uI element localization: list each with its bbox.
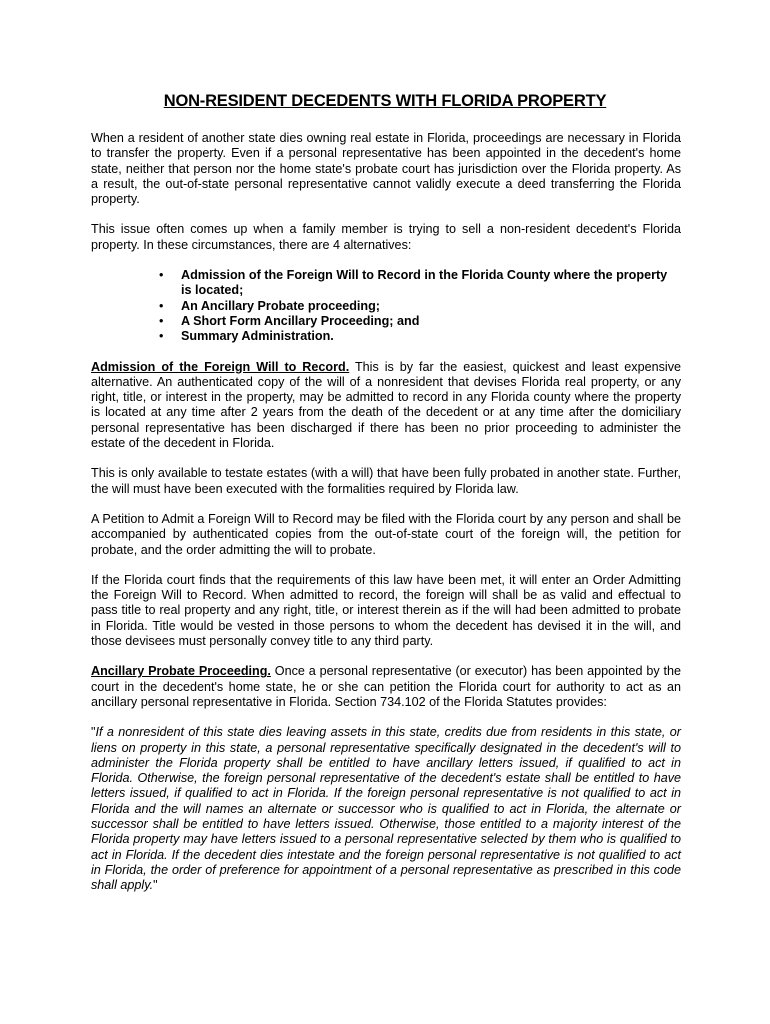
ancillary-text: Once a personal representative (or executor) has been appointed by the court in the decedent's home state, he or she can petition the Florida court for authority to act as an ancillary personal representative in Florida. Section 734.102 of the Florida Statutes provides: <box>91 664 681 709</box>
alternatives-list <box>91 268 681 344</box>
list-item <box>159 268 681 299</box>
alternative-text: A Short Form Ancillary Proceeding; and <box>181 313 420 328</box>
list-item <box>159 329 681 344</box>
petition-paragraph: A Petition to Admit a Foreign Will to Record may be filed with the Florida court by any person and shall be accompanied by authenticated copies from the out-of-state court of the foreign will, the petition for probate, and the order admitting the will to probate. <box>91 511 681 557</box>
bullet-icon: • <box>159 268 164 283</box>
ancillary-paragraph <box>91 664 681 710</box>
admission-text: This is by far the easiest, quickest and least expensive alternative. An authenticated copy of the will of a nonresident that devises Florida real property, or any right, title, or interest in the property, may be admitted to record in any Florida county where the property is located at any time after 2 years from the death of the decedent or at any time after the domiciliary personal representative has been discharged if there has been no prior proceeding to administer the estate of the decedent in Florida. <box>91 359 681 451</box>
list-item <box>159 298 681 314</box>
bullet-icon: • <box>159 329 164 344</box>
quote-open-mark: " <box>91 725 96 740</box>
statute-quote <box>91 725 681 893</box>
admission-paragraph <box>91 360 681 452</box>
alternative-text: An Ancillary Probate proceeding; <box>181 298 380 313</box>
admission-heading: Admission of the Foreign Will to Record. <box>91 359 350 374</box>
bullet-icon: • <box>159 313 164 328</box>
order-paragraph: If the Florida court finds that the requirements of this law have been met, it will enter an Order Admitting the Foreign Will to Record. When admitted to record, the foreign will shall be as valid and effectual to pass title to real property and any right, title, or interest therein as if the will had been admitted to probate in Florida. Title would be vested in those persons to whom the decedent has devised it in the will, and those devisees must personally convey title to any third party. <box>91 572 681 649</box>
document-body <box>91 131 681 908</box>
bullet-icon: • <box>159 298 164 313</box>
intro-paragraph: When a resident of another state dies owning real estate in Florida, proceedings are necessary in Florida to transfer the property. Even if a personal representative has been appointed in the decedent's home state, neither that person nor the home state's probate court has jurisdiction over the Florida property. As a result, the out-of-state personal representative cannot validly execute a deed transferring the Florida property. <box>91 131 681 207</box>
alternative-text: Summary Administration. <box>181 329 334 344</box>
ancillary-heading: Ancillary Probate Proceeding. <box>91 664 271 679</box>
page-title: NON-RESIDENT DECEDENTS WITH FLORIDA PROPERTY <box>163 92 607 110</box>
statute-quote-text: If a nonresident of this state dies leaving assets in this state, credits due from residents in this state, or liens on property in this state, a personal representative specifically designated in the decedent's will to administer the Florida property shall be entitled to have ancillary letters issued, if qualified to act in Florida. Otherwise, the foreign personal representative of the decedent's estate shall be entitled to have letters issued, if qualified to act in Florida. If the foreign personal representative is not qualified to act in Florida and the will names an alternate or successor who is qualified to act in Florida, the alternate or successor shall be entitled to have letters issued. Otherwise, those entitled to a majority interest of the Florida property may have letters issued to a personal representative selected by them who is qualified to act in Florida. If the decedent dies intestate and the foreign personal representative is not qualified to act in Florida, the order of preference for appointment of a personal representative as prescribed in this code shall apply. <box>91 725 681 893</box>
testate-paragraph: This is only available to testate estates (with a will) that have been fully probated in another state. Further, the will must have been executed with the formalities required by Florida law. <box>91 466 681 496</box>
issue-paragraph: This issue often comes up when a family member is trying to sell a non-resident decedent's Florida property. In these circumstances, there are 4 alternatives: <box>91 222 681 252</box>
alternative-text: Admission of the Foreign Will to Record in the Florida County where the property is located; <box>181 268 668 298</box>
list-item <box>159 313 681 329</box>
quote-close-mark: " <box>153 878 158 893</box>
